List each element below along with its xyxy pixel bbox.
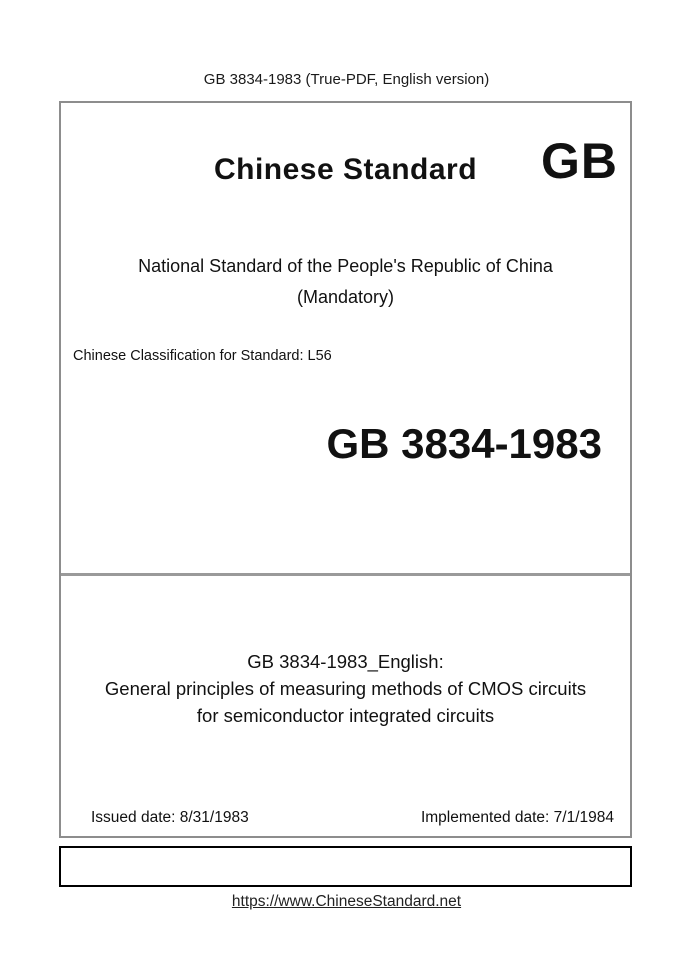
english-title-line3: for semiconductor integrated circuits — [196, 705, 495, 726]
page-footer — [0, 893, 693, 911]
english-title — [61, 648, 630, 729]
english-title-line1: GB 3834-1983_English: — [247, 651, 444, 672]
site-link[interactable]: https://www.ChineseStandard.net — [231, 893, 462, 910]
issued-date: Issued date: 8/31/1983 — [91, 809, 249, 826]
cover-top-section — [61, 103, 630, 573]
national-standard-line: National Standard of the People's Republic of China — [138, 256, 553, 276]
brand-title: Chinese Standard — [213, 153, 478, 186]
mandatory-line: (Mandatory) — [296, 287, 395, 307]
english-title-line2: General principles of measuring methods of CMOS circuits — [104, 678, 587, 699]
page-header: GB 3834-1983 (True-PDF, English version) — [203, 71, 490, 88]
standard-number: GB 3834-1983 — [326, 420, 602, 467]
classification-line: Chinese Classification for Standard: L56 — [73, 348, 332, 364]
footer-box — [59, 846, 632, 887]
gb-logo: GB — [541, 133, 618, 189]
dates-row — [61, 809, 630, 827]
cover-box — [59, 101, 632, 838]
cover-bottom-section — [61, 576, 630, 836]
implemented-date: Implemented date: 7/1/1984 — [420, 809, 614, 826]
